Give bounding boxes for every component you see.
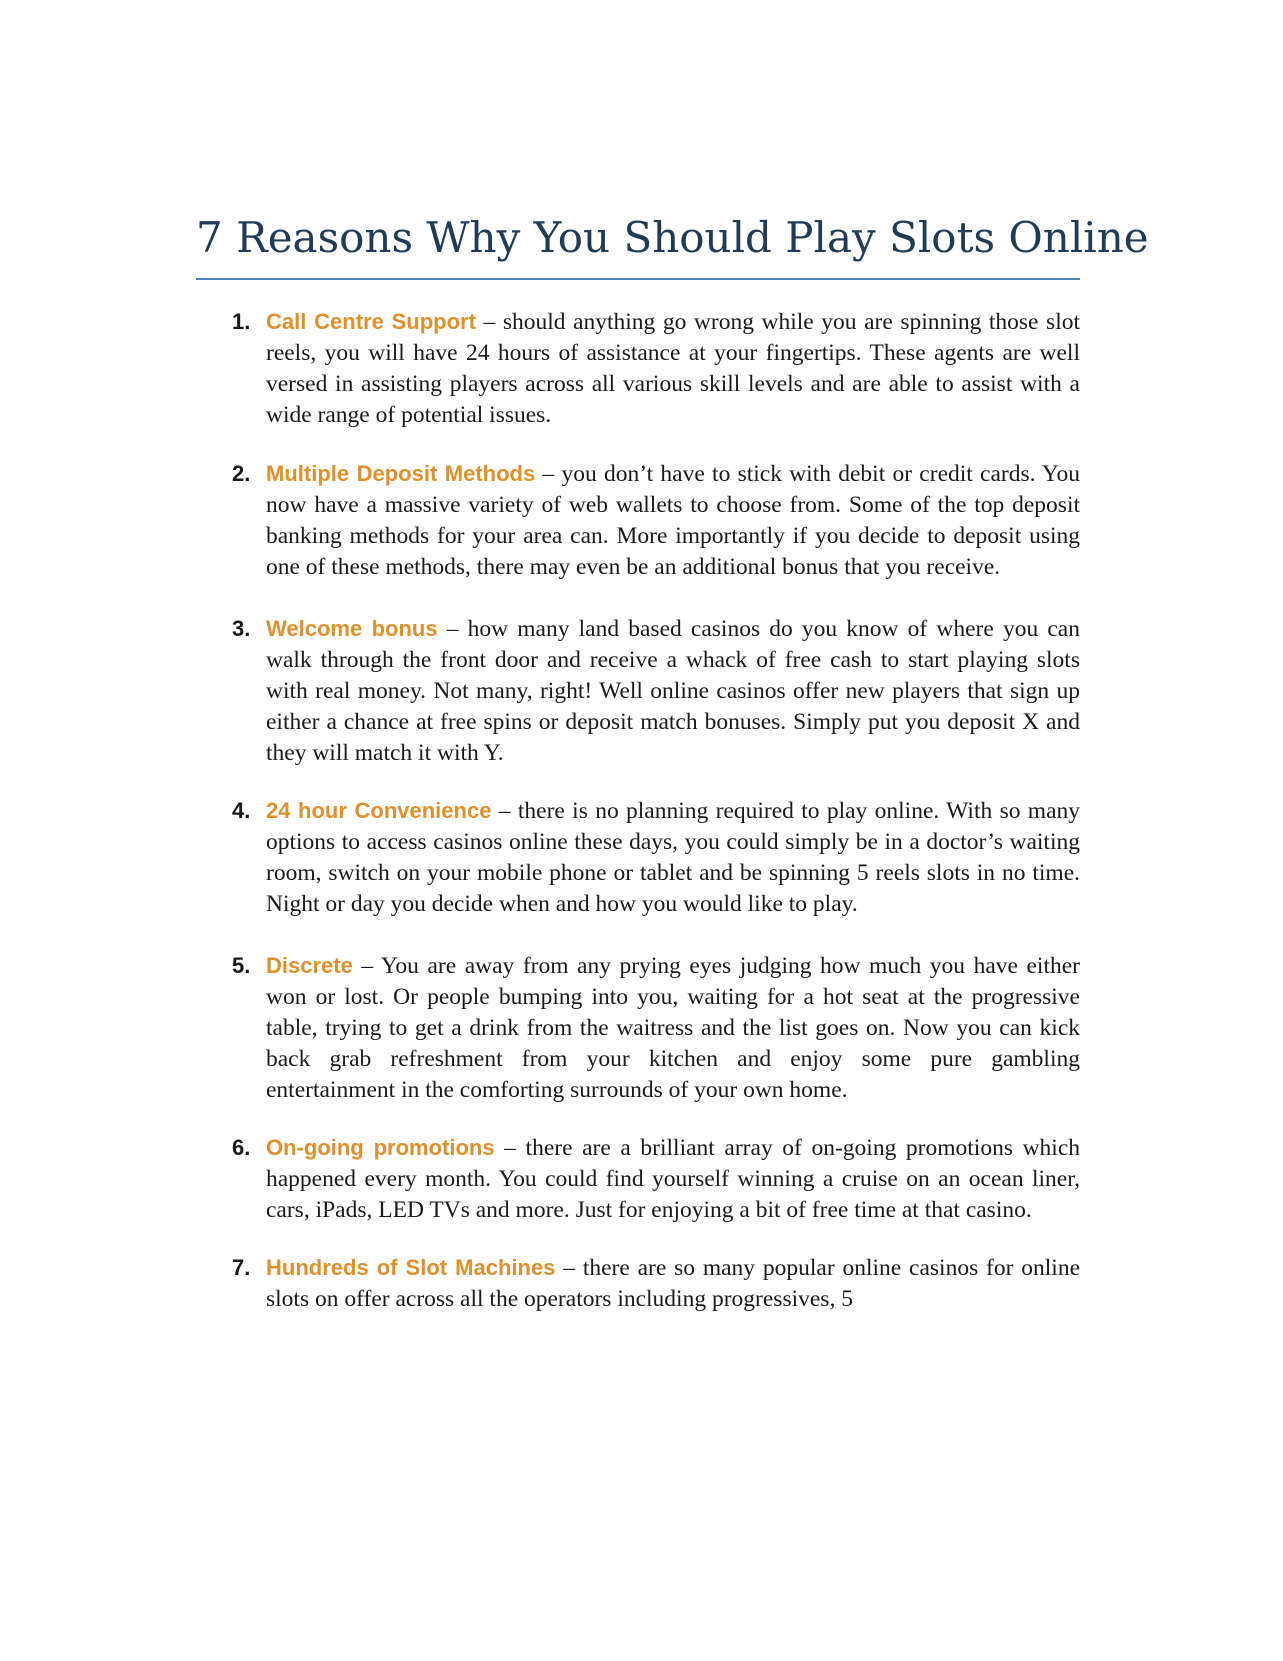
reason-number: 7. xyxy=(232,1255,251,1280)
reason-number: 1. xyxy=(232,309,251,334)
reason-heading: 24 hour Convenience xyxy=(266,798,492,823)
reason-separator: – xyxy=(361,953,381,979)
reason-item-on-going-promotions xyxy=(232,1132,1080,1226)
reason-text: how many land based casinos do you know of where you can walk through the front door and receive a whack of free cash to start playing slots with real money. Not many, right! Well online casinos offer new players that sign up either a chance at free spins or deposit match bonuses. Simply put you deposit X and they will match it with Y. xyxy=(266,616,1080,766)
reason-number: 4. xyxy=(232,798,251,823)
reason-number: 6. xyxy=(232,1135,251,1160)
reason-item-24-hour-convenience xyxy=(232,795,1080,920)
reason-text: there are so many popular online casinos for online slots on offer across all the operators including progressives, 5 xyxy=(266,1255,1080,1312)
reason-number: 3. xyxy=(232,616,251,641)
title-underline xyxy=(196,278,1080,280)
reasons-list xyxy=(232,306,1080,1315)
reason-separator: – xyxy=(498,798,518,824)
reason-number: 2. xyxy=(232,461,251,486)
reason-item-discrete xyxy=(232,950,1080,1106)
reason-heading: Welcome bonus xyxy=(266,616,438,641)
reason-item-hundreds-of-slot-machines xyxy=(232,1252,1080,1315)
reason-number: 5. xyxy=(232,953,251,978)
reason-text: should anything go wrong while you are spinning those slot reels, you will have 24 hours of assistance at your fingertips. These agents are well versed in assisting players across all various skill levels and are able to assist with a wide range of potential issues. xyxy=(266,309,1080,428)
reason-separator: – xyxy=(504,1135,526,1161)
reason-separator: – xyxy=(446,616,468,642)
reason-heading: On-going promotions xyxy=(266,1135,495,1160)
reason-item-call-centre-support xyxy=(232,306,1080,431)
reason-heading: Multiple Deposit Methods xyxy=(266,461,536,486)
reason-separator: – xyxy=(483,309,503,335)
reason-item-welcome-bonus xyxy=(232,613,1080,769)
reason-heading: Call Centre Support xyxy=(266,309,476,334)
reason-text: you don’t have to stick with debit or credit cards. You now have a massive variety of web wallets to choose from. Some of the top deposit banking methods for your area can. More importantly if you decide to deposit using one of these methods, there may even be an additional bonus that you receive. xyxy=(266,461,1081,580)
page-title: 7 Reasons Why You Should Play Slots Online xyxy=(196,213,1149,262)
reason-separator: – xyxy=(542,461,562,487)
reason-heading: Discrete xyxy=(266,953,353,978)
reason-item-multiple-deposit-methods xyxy=(232,458,1080,583)
reason-heading: Hundreds of Slot Machines xyxy=(266,1255,556,1280)
reason-separator: – xyxy=(563,1255,583,1281)
reason-text: there is no planning required to play online. With so many options to access casinos online these days, you could simply be in a doctor’s waiting room, switch on your mobile phone or tablet and be spinning 5 reels slots in no time. Night or day you decide when and how you would like to play. xyxy=(266,798,1081,917)
reason-text: You are away from any prying eyes judging how much you have either won or lost. Or people bumping into you, waiting for a hot seat at the progressive table, trying to get a drink from the waitress and the list goes on. Now you can kick back grab refreshment from your kitchen and enjoy some pure gambling entertainment in the comforting surrounds of your own home. xyxy=(266,953,1080,1103)
reason-text: there are a brilliant array of on-going promotions which happened every month. You could find yourself winning a cruise on an ocean liner, cars, iPads, LED TVs and more. Just for enjoying a bit of free time at that casino. xyxy=(266,1135,1081,1223)
